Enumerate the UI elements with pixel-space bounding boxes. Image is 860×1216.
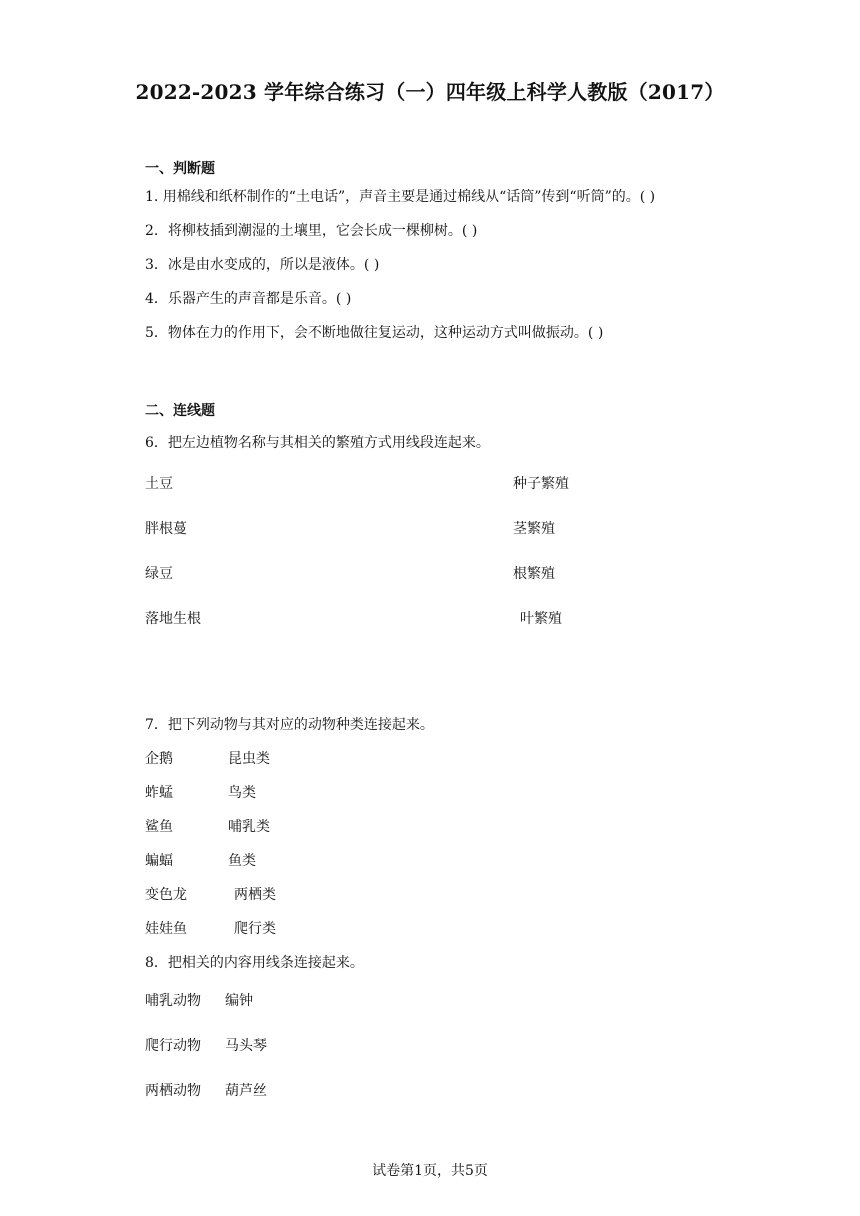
section-heading-judgment: 一、判断题 — [145, 161, 215, 177]
question-2: 2．将柳枝插到潮湿的土壤里，它会长成一棵柳树。( ) — [145, 223, 478, 239]
q8-right-item: 葫芦丝 — [225, 1083, 267, 1099]
q6-right-item: 叶繁殖 — [520, 611, 562, 627]
q6-right-item: 茎繁殖 — [513, 521, 555, 537]
section-heading-matching: 二、连线题 — [145, 403, 215, 419]
question-8-prompt: 8．把相关的内容用线条连接起来。 — [145, 955, 364, 971]
q7-right-item: 鱼类 — [228, 853, 256, 869]
q6-left-item: 绿豆 — [145, 566, 173, 582]
q7-right-item: 两栖类 — [234, 887, 276, 903]
question-7-prompt: 7．把下列动物与其对应的动物种类连接起来。 — [145, 717, 434, 733]
q8-right-item: 编钟 — [225, 993, 253, 1009]
q7-right-item: 哺乳类 — [228, 819, 270, 835]
q7-left-item: 变色龙 — [145, 887, 187, 903]
q7-left-item: 娃娃鱼 — [145, 921, 187, 937]
page-title: 2022-2023 学年综合练习（一）四年级上科学人教版（2017） — [135, 80, 725, 104]
question-6-prompt: 6．把左边植物名称与其相关的繁殖方式用线段连起来。 — [145, 435, 490, 451]
q7-left-item: 蚱蜢 — [145, 785, 173, 801]
question-5: 5．物体在力的作用下，会不断地做往复运动，这种运动方式叫做振动。( ) — [145, 325, 604, 341]
q6-left-item: 胖根蔓 — [145, 521, 187, 537]
q6-right-item: 种子繁殖 — [513, 476, 569, 492]
q7-left-item: 蝙蝠 — [145, 853, 173, 869]
q7-right-item: 昆虫类 — [228, 751, 270, 767]
question-1: 1. 用棉线和纸杯制作的“土电话”，声音主要是通过棉线从“话筒”传到“听筒”的。( ) — [145, 189, 656, 205]
q8-right-item: 马头琴 — [225, 1038, 267, 1054]
q6-right-item: 根繁殖 — [513, 566, 555, 582]
q8-left-item: 爬行动物 — [145, 1038, 201, 1054]
q7-left-item: 鲨鱼 — [145, 819, 173, 835]
q7-left-item: 企鹅 — [145, 751, 173, 767]
q6-left-item: 土豆 — [145, 476, 173, 492]
q7-right-item: 鸟类 — [228, 785, 256, 801]
q6-left-item: 落地生根 — [145, 611, 201, 627]
q8-left-item: 两栖动物 — [145, 1083, 201, 1099]
q8-left-item: 哺乳动物 — [145, 993, 201, 1009]
question-3: 3．冰是由水变成的，所以是液体。( ) — [145, 257, 380, 273]
page-footer: 试卷第1页，共5页 — [372, 1163, 488, 1179]
q7-right-item: 爬行类 — [234, 921, 276, 937]
question-4: 4．乐器产生的声音都是乐音。( ) — [145, 291, 352, 307]
